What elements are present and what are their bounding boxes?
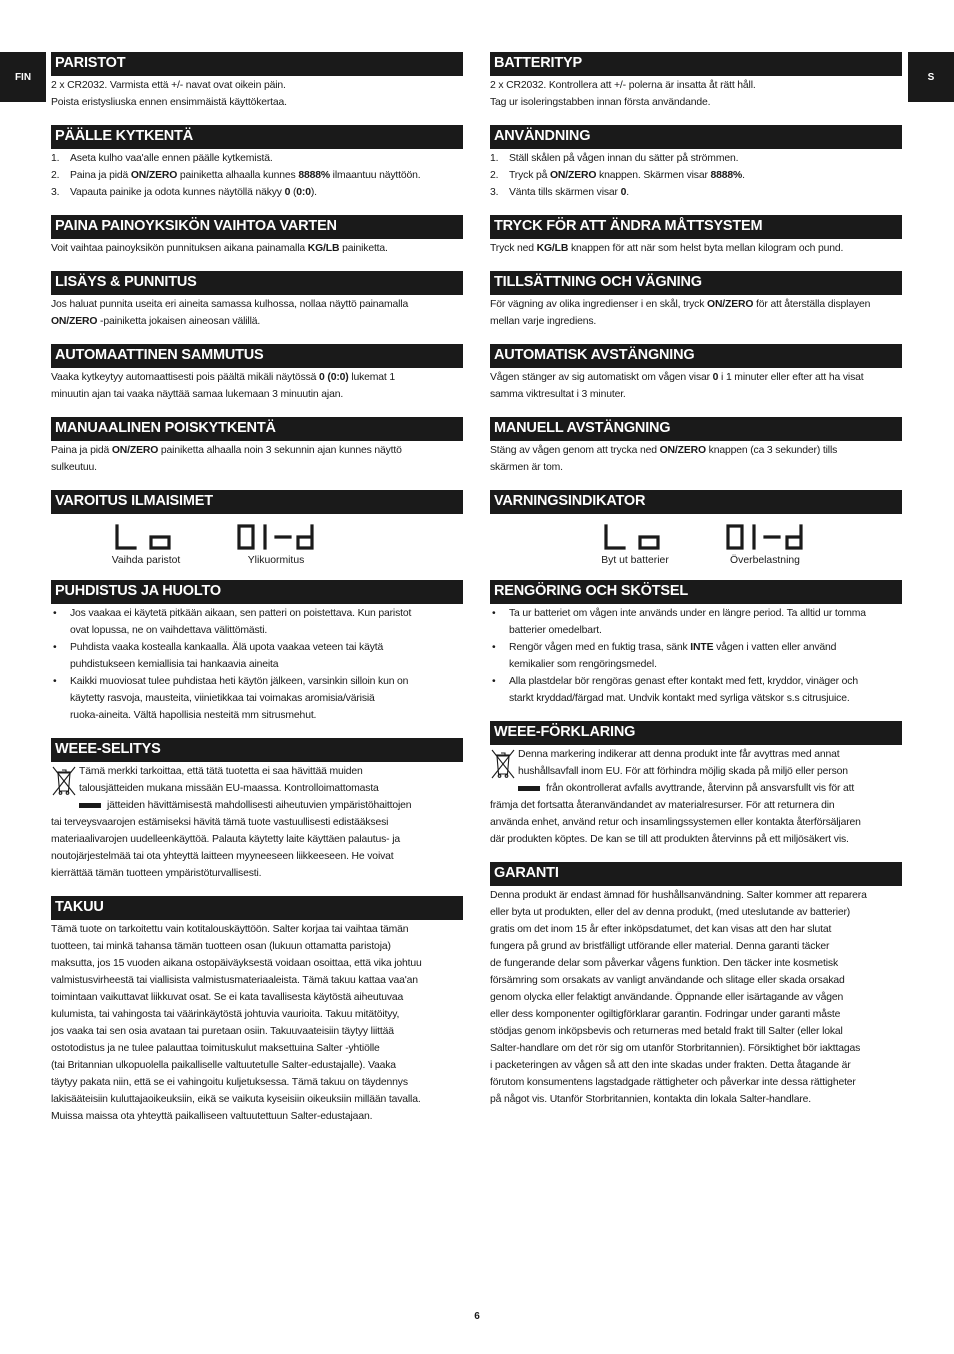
- section-heading: BATTERITYP: [490, 52, 902, 76]
- list-item: • Ta ur batteriet om vågen inte används under en längre period. Ta alltid ur tomma batterier omedelbart.: [492, 608, 866, 636]
- section-heading: PÄÄLLE KYTKENTÄ: [51, 125, 463, 149]
- weee-bar-icon: [79, 803, 101, 808]
- text-line: Poista eristysliuska ennen ensimmäistä käyttökertaa.: [51, 97, 287, 108]
- section-garanti: [490, 862, 902, 1108]
- list-item: 2. Paina ja pidä ON/ZERO painiketta alhaalla kunnes 8888% ilmaantuu näyttöön.: [51, 170, 421, 181]
- section-text: Tämä merkki tarkoittaa, että tätä tuotetta ei saa hävittää muiden talousjätteiden mukana missään EU-maassa. Kontrolloimattomasta jätteiden hävittämisestä mahdollisesti aiheutuvien ympäristöhaittojen tai terveysvaarojen estämiseksi hävitä tämä tuote vastuullisesti edistääksesi materiaalivarojen uudelleenkäyttöä. Palauta käytetty laite käyttäen palautus- ja noutojärjestelmää tai ota yhteyttä laitteen myyneeseen liikkeeseen. He voivat kierrättää tämän tuotteen ympäristöturvallisesti.: [51, 766, 412, 879]
- language-tab-fin: FIN: [0, 52, 46, 102]
- section-text: Denna produkt är endast ämnad för hushållsanvändning. Salter kommer att reparera eller byta ut produkten, eller del av denna produkt, (med uteslutande av batterier) gratis om det inom 15 år efter inköpsdatumet, det kan visas att den har slutat fungera på grund av bristfälligt utförande eller material. Denna garanti täcker de fungerande delar som påverkar vågens funktion. Den täcker inte kosmetisk försämring som orsakats av vanligt användande och slitage eller skada orsakad genom olycka eller felaktigt användande. Öppnande eller isärtagande av vågen eller dess komponenter ogiltigförklarar garantin. Fodringar under garanti måste stödjas genom inköpsbevis och returneras med betald frakt till Salter (eller lokal Salter-handlare om det rör sig om utanför Storbritannien). Försiktighet bör iakttagas i packeteringen av vågen så att den inte skadas under frakten. Detta åtagande är förutom konsumentens lagstadgade rättigheter och påverkar inte dessa rättigheter på något vis. Utanför Storbritannien, kontakta din lokala Salter-handlare.: [490, 890, 867, 1105]
- list-item: • Rengör vågen med en fuktig trasa, sänk INTE vågen i vatten eller använd kemikalier som rengöringsmedel.: [492, 642, 837, 670]
- section-text: [51, 77, 463, 111]
- section-heading: RENGÖRING OCH SKÖTSEL: [490, 580, 902, 604]
- section-puhdistus-huolto: [51, 580, 463, 724]
- section-text: Denna markering indikerar att denna produkt inte får avyttras med annat hushållsavfall inom EU. För att förhindra möjlig skada på miljö eller person från okontrollerat avfalls avyttrande, återvinn på ansvarsfullt vis för att främja det fortsatta återanvändandet av materialresurser. För att returnera din använda enhet, använd retur och insamlingssystemen eller kontakta återförsäljaren där produkten köptes. De kan se till att produkten återvinns på ett miljösäkert vis.: [490, 749, 861, 845]
- section-heading: PUHDISTUS JA HUOLTO: [51, 580, 463, 604]
- section-batterityp: [490, 52, 902, 111]
- section-text: Jos haluat punnita useita eri aineita samassa kulhossa, nollaa näyttö painamalla ON/ZERO -painiketta jokaisen aineosan välillä.: [51, 299, 409, 327]
- overload-indicator: [221, 521, 331, 566]
- section-automaattinen-sammutus: [51, 344, 463, 403]
- page-number: 6: [474, 1311, 480, 1322]
- lcd-lo-icon: [113, 521, 179, 553]
- section-text: Voit vaihtaa painoyksikön punnituksen aikana painamalla KG/LB painiketta.: [51, 243, 388, 254]
- section-heading: ANVÄNDNING: [490, 125, 902, 149]
- section-weee-selitys: [51, 738, 463, 882]
- section-text: Tämä tuote on tarkoitettu vain kotitalouskäyttöön. Salter korjaa tai vaihtaa tämän tuotteen, tai minkä tahansa tämän tuotteen osan (lukuun ottamatta paristoja) maksutta, jos 15 vuoden aikana ostopäiväyksestä voidaan osoittaa, että vika johtuu valmistusvirheestä tai viallisista valmistusmateriaaleista. Tämä takuu kattaa vaa'an toimintaan vaikuttavat liikkuvat osat. Se ei kata tavallisesta käytöstä aiheutuvaa kulumista, tai vahingosta tai väärinkäytöstä johtuvia vaurioita. Takuu mitätöityy, jos vaaka tai sen osia avataan tai puretaan osiin. Takuuvaateisiin täytyy liittää ostotodistus ja ne tulee palauttaa toimituskulut maksettuina Salter -yhtiölle (tai Britannian ulkopuolella paikalliselle valtuutetulle Salter-edustajalle). Vaaka täytyy pakata niin, että se ei vahingoitu kuljetuksessa. Tämä takuu on täydennys lakisääteisiin kuluttajaoikeuksiin, eikä se vaikuta kyseisiin oikeuksiin millään tavalla. Muissa maissa ota yhteyttä paikalliseen valtuutettuun Salter-edustajaan.: [51, 924, 422, 1122]
- section-varoitus-ilmaisimet: [51, 490, 463, 566]
- section-heading: GARANTI: [490, 862, 902, 886]
- finnish-column: [51, 52, 463, 1139]
- section-tillsattning-vagning: [490, 271, 902, 330]
- section-heading: TAKUU: [51, 896, 463, 920]
- section-tryck-mattsystem: [490, 215, 902, 257]
- section-text: Vågen stänger av sig automatiskt om vågen visar 0 i 1 minuter eller efter att ha visat samma viktresultat i 3 minuter.: [490, 372, 864, 400]
- section-text: [490, 150, 902, 201]
- section-heading: WEEE-FÖRKLARING: [490, 721, 902, 745]
- section-paristot: [51, 52, 463, 111]
- list-item: • Jos vaakaa ei käytetä pitkään aikaan, sen patteri on poistettava. Kun paristot ovat lopussa, ne on vaihdettava välittömästi.: [53, 608, 412, 636]
- section-heading: WEEE-SELITYS: [51, 738, 463, 762]
- list-item: 1. Ställ skålen på vågen innan du sätter på strömmen.: [490, 153, 739, 164]
- section-rengoring-skotsel: [490, 580, 902, 707]
- section-text: 2 x CR2032. Kontrollera att +/- polerna är insatta åt rätt håll. Tag ur isoleringstabben innan första användande.: [490, 80, 756, 108]
- section-manuaalinen-poiskytkenta: [51, 417, 463, 476]
- crossed-out-bin-icon: [490, 747, 516, 783]
- lcd-lo-icon: [602, 521, 668, 553]
- section-weee-forklaring: [490, 721, 902, 848]
- overload-label: Ylikuormitus: [247, 555, 305, 566]
- section-heading: VAROITUS ILMAISIMET: [51, 490, 463, 514]
- section-text: Stäng av vågen genom att trycka ned ON/ZERO knappen (ca 3 sekunder) tills skärmen är tom.: [490, 445, 838, 473]
- section-text: [490, 605, 902, 707]
- section-automatisk-avstangning: [490, 344, 902, 403]
- section-text: Tryck ned KG/LB knappen för att när som helst byta mellan kilogram och pund.: [490, 243, 844, 254]
- list-item: • Alla plastdelar bör rengöras genast efter kontakt med fett, kryddor, vinäger och starkt kryddad/färgad mat. Undvik kontakt med syrliga vätskor s.s citrusjuice.: [492, 676, 858, 704]
- low-battery-label: Vaihda paristot: [111, 555, 181, 566]
- low-battery-indicator: [71, 521, 221, 566]
- lcd-od-icon: [725, 521, 805, 553]
- section-takuu: [51, 896, 463, 1125]
- section-text: Vaaka kytkeytyy automaattisesti pois päältä mikäli näytössä 0 (0:0) lukemat 1 minuutin ajan tai vaaka näyttää samaa lukemaan 3 minuutin ajan.: [51, 372, 396, 400]
- section-varningsindikator: [490, 490, 902, 566]
- text-line: 2 x CR2032. Varmista että +/- navat ovat oikein päin.: [51, 80, 286, 91]
- section-manuell-avstangning: [490, 417, 902, 476]
- section-heading: TRYCK FÖR ATT ÄNDRA MÅTTSYSTEM: [490, 215, 902, 239]
- weee-bar-icon: [518, 786, 540, 791]
- list-item: • Puhdista vaaka kostealla kankaalla. Älä upota vaakaa veteen tai käytä puhdistukseen kemiallisia tai hankaavia aineita: [53, 642, 384, 670]
- swedish-column: [490, 52, 902, 1122]
- list-item: 2. Tryck på ON/ZERO knappen. Skärmen visar 8888%.: [490, 170, 745, 181]
- overload-label: Överbelastning: [730, 555, 800, 566]
- section-heading: VARNINGSINDIKATOR: [490, 490, 902, 514]
- list-item: 3. Vapauta painike ja odota kunnes näytöllä näkyy 0 (0:0).: [51, 187, 317, 198]
- list-item: • Kaikki muoviosat tulee puhdistaa heti käytön jälkeen, varsinkin silloin kun on käytetty rasvoja, mausteita, viinietikkaa tai voimakas aromisia/värisiä ruoka-aineita. Vältä hapollisia nesteitä mm sitrusmehut.: [53, 676, 409, 721]
- section-lisays-punnitus: [51, 271, 463, 330]
- list-item: 1. Aseta kulho vaa'alle ennen päälle kytkemistä.: [51, 153, 273, 164]
- section-anvandning: [490, 125, 902, 201]
- language-tab-s: S: [908, 52, 954, 102]
- section-text: [51, 605, 463, 724]
- list-item: 3. Vänta tills skärmen visar 0.: [490, 187, 629, 198]
- section-heading: PAINA PAINOYKSIKÖN VAIHTOA VARTEN: [51, 215, 463, 239]
- section-text: [51, 150, 463, 201]
- low-battery-indicator: [560, 521, 710, 566]
- section-heading: MANUAALINEN POISKYTKENTÄ: [51, 417, 463, 441]
- section-heading: AUTOMATISK AVSTÄNGNING: [490, 344, 902, 368]
- section-heading: MANUELL AVSTÄNGNING: [490, 417, 902, 441]
- low-battery-label: Byt ut batterier: [601, 555, 669, 566]
- section-text: Paina ja pidä ON/ZERO painiketta alhaalla noin 3 sekunnin ajan kunnes näyttö sulkeutuu.: [51, 445, 402, 473]
- section-heading: PARISTOT: [51, 52, 463, 76]
- section-heading: TILLSÄTTNING OCH VÄGNING: [490, 271, 902, 295]
- section-paina-painoyksikko: [51, 215, 463, 257]
- lcd-od-icon: [236, 521, 316, 553]
- section-text: För vägning av olika ingredienser i en skål, tryck ON/ZERO för att återställa displayen mellan varje ingrediens.: [490, 299, 871, 327]
- overload-indicator: [710, 521, 820, 566]
- section-heading: AUTOMAATTINEN SAMMUTUS: [51, 344, 463, 368]
- section-paalle-kytkenta: [51, 125, 463, 201]
- section-heading: LISÄYS & PUNNITUS: [51, 271, 463, 295]
- crossed-out-bin-icon: [51, 764, 77, 800]
